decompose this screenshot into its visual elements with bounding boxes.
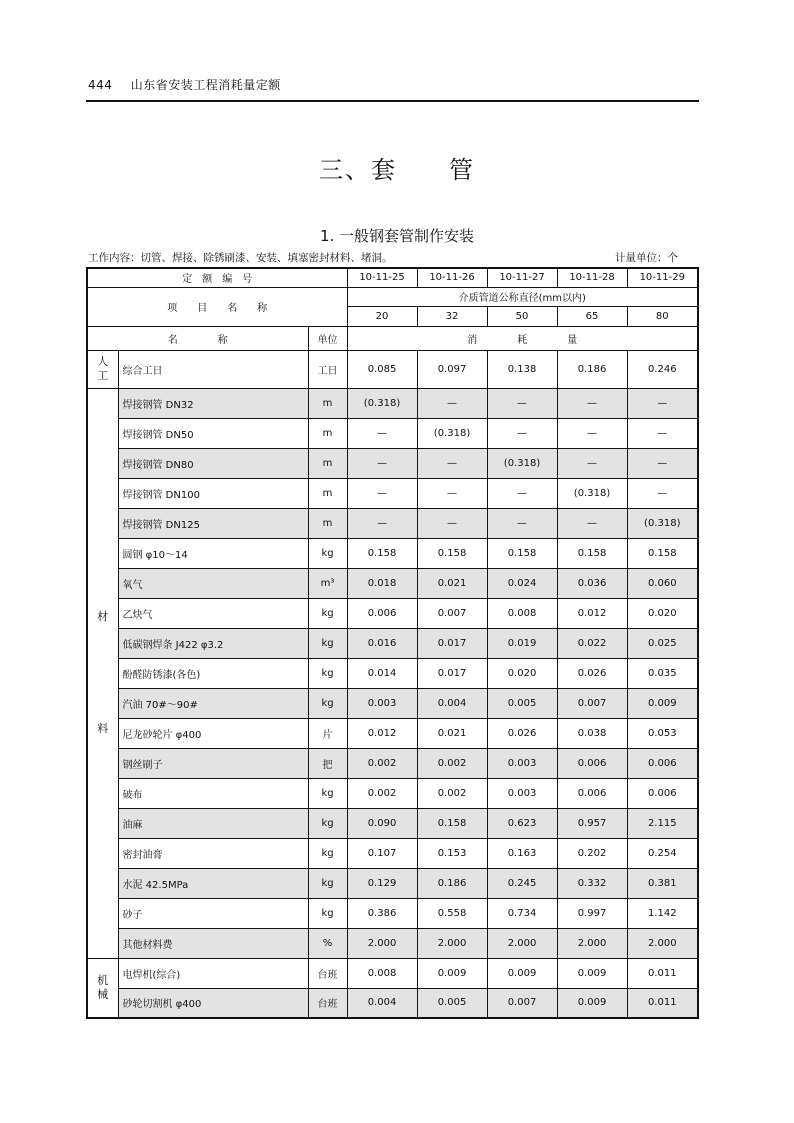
value-cell: 2.000 xyxy=(487,928,557,958)
value-cell: 0.017 xyxy=(417,628,487,658)
value-cell: — xyxy=(417,448,487,478)
category-cell xyxy=(87,388,118,958)
value-cell: 2.000 xyxy=(557,928,627,958)
code-cell: 10-11-29 xyxy=(627,268,698,287)
value-cell: 0.002 xyxy=(347,748,417,778)
value-cell: (0.318) xyxy=(417,418,487,448)
value-cell: 0.153 xyxy=(417,838,487,868)
value-cell: — xyxy=(347,418,417,448)
value-cell: 0.254 xyxy=(627,838,698,868)
value-cell: 0.038 xyxy=(557,718,627,748)
code-cell: 10-11-26 xyxy=(417,268,487,287)
item-name: 圆钢 φ10～14 xyxy=(118,538,308,568)
value-cell: 2.000 xyxy=(417,928,487,958)
value-cell: 0.002 xyxy=(417,748,487,778)
value-cell: 0.158 xyxy=(417,538,487,568)
value-cell: 0.021 xyxy=(417,718,487,748)
table-row xyxy=(87,808,698,838)
item-name: 破布 xyxy=(118,778,308,808)
item-name: 低碳钢焊条 J422 φ3.2 xyxy=(118,628,308,658)
value-cell: — xyxy=(557,508,627,538)
item-name: 其他材料费 xyxy=(118,928,308,958)
value-cell: 0.003 xyxy=(347,688,417,718)
table-row xyxy=(87,448,698,478)
value-cell: 0.623 xyxy=(487,808,557,838)
item-unit: kg xyxy=(308,808,347,838)
value-cell: 0.017 xyxy=(417,658,487,688)
value-cell: (0.318) xyxy=(627,508,698,538)
item-unit: m xyxy=(308,418,347,448)
item-name: 综合工日 xyxy=(118,350,308,388)
value-cell: 0.246 xyxy=(627,350,698,388)
value-cell: 0.332 xyxy=(557,868,627,898)
value-cell: 0.002 xyxy=(347,778,417,808)
value-cell: 0.158 xyxy=(487,538,557,568)
category-cell xyxy=(87,350,118,388)
value-cell: 0.026 xyxy=(487,718,557,748)
value-cell: 0.004 xyxy=(417,688,487,718)
value-cell: — xyxy=(487,388,557,418)
sub-title: 1. 一般钢套管制作安装 xyxy=(319,227,475,245)
value-cell: 0.025 xyxy=(627,628,698,658)
work-content: 工作内容：切管、焊接、除锈刷漆、安装、填塞密封材料、堵洞。 xyxy=(88,252,393,264)
value-cell: (0.318) xyxy=(557,478,627,508)
value-cell: 0.018 xyxy=(347,568,417,598)
table-row xyxy=(87,628,698,658)
table-row xyxy=(87,898,698,928)
value-cell: 0.085 xyxy=(347,350,417,388)
item-unit: m xyxy=(308,448,347,478)
value-cell: 2.000 xyxy=(627,928,698,958)
code-cell: 10-11-28 xyxy=(557,268,627,287)
item-name: 砂轮切割机 φ400 xyxy=(118,988,308,1018)
table-row xyxy=(87,350,698,388)
header-rule xyxy=(86,100,699,102)
item-unit: 台班 xyxy=(308,958,347,988)
table-row xyxy=(87,988,698,1018)
item-unit: 把 xyxy=(308,748,347,778)
value-cell: 0.011 xyxy=(627,958,698,988)
value-cell: 0.163 xyxy=(487,838,557,868)
quota-table xyxy=(86,267,699,1019)
name-column-header: 名 称 xyxy=(87,326,308,350)
value-cell: 0.957 xyxy=(557,808,627,838)
value-cell: 1.142 xyxy=(627,898,698,928)
value-cell: 0.006 xyxy=(347,598,417,628)
value-cell: 0.003 xyxy=(487,748,557,778)
value-cell: 0.009 xyxy=(627,688,698,718)
value-cell: 0.007 xyxy=(557,688,627,718)
unit-column-header: 单位 xyxy=(308,326,347,350)
diameter-cell: 32 xyxy=(417,306,487,326)
value-cell: 0.158 xyxy=(557,538,627,568)
item-unit: 台班 xyxy=(308,988,347,1018)
value-cell: — xyxy=(627,478,698,508)
category-label: 材 料 xyxy=(97,610,109,735)
value-cell: 0.021 xyxy=(417,568,487,598)
consume-label: 消 耗 量 xyxy=(347,326,698,350)
item-unit: m xyxy=(308,508,347,538)
value-cell: 0.107 xyxy=(347,838,417,868)
diameter-label: 介质管道公称直径(mm以内) xyxy=(347,287,698,306)
value-cell: 0.006 xyxy=(627,778,698,808)
value-cell: 0.024 xyxy=(487,568,557,598)
code-cell: 10-11-27 xyxy=(487,268,557,287)
table-row xyxy=(87,688,698,718)
value-cell: 0.035 xyxy=(627,658,698,688)
value-cell: 0.019 xyxy=(487,628,557,658)
item-name: 乙炔气 xyxy=(118,598,308,628)
item-unit: kg xyxy=(308,628,347,658)
table-row xyxy=(87,748,698,778)
value-cell: 0.006 xyxy=(557,748,627,778)
table-row xyxy=(87,778,698,808)
value-cell: 0.026 xyxy=(557,658,627,688)
value-cell: 0.005 xyxy=(417,988,487,1018)
value-cell: 2.115 xyxy=(627,808,698,838)
item-name-label: 项 目 名 称 xyxy=(87,287,347,326)
table-row xyxy=(87,538,698,568)
value-cell: 0.245 xyxy=(487,868,557,898)
value-cell: 0.158 xyxy=(347,538,417,568)
category-cell xyxy=(87,958,118,1018)
value-cell: 0.158 xyxy=(627,538,698,568)
value-cell: 0.090 xyxy=(347,808,417,838)
unit-label: 计量单位：个 xyxy=(615,252,678,264)
value-cell: 0.386 xyxy=(347,898,417,928)
value-cell: — xyxy=(347,478,417,508)
item-name: 油麻 xyxy=(118,808,308,838)
item-name: 焊接钢管 DN50 xyxy=(118,418,308,448)
item-name: 水泥 42.5MPa xyxy=(118,868,308,898)
value-cell: — xyxy=(627,448,698,478)
item-name: 酚醛防锈漆(各色) xyxy=(118,658,308,688)
value-cell: 0.138 xyxy=(487,350,557,388)
value-cell: 0.005 xyxy=(487,688,557,718)
item-name: 汽油 70#～90# xyxy=(118,688,308,718)
value-cell: — xyxy=(347,508,417,538)
value-cell: 0.008 xyxy=(487,598,557,628)
value-cell: 0.008 xyxy=(347,958,417,988)
value-cell: 0.011 xyxy=(627,988,698,1018)
diameter-cell: 80 xyxy=(627,306,698,326)
value-cell: (0.318) xyxy=(347,388,417,418)
item-unit: kg xyxy=(308,868,347,898)
value-cell: — xyxy=(627,388,698,418)
table-row xyxy=(87,658,698,688)
item-unit: kg xyxy=(308,838,347,868)
value-cell: 0.129 xyxy=(347,868,417,898)
value-cell: — xyxy=(557,388,627,418)
table-row xyxy=(87,958,698,988)
book-title: 山东省安装工程消耗量定额 xyxy=(130,78,281,92)
page-header xyxy=(88,76,281,93)
value-cell: 0.009 xyxy=(487,958,557,988)
table-row xyxy=(87,928,698,958)
table-row xyxy=(87,568,698,598)
value-cell: 0.007 xyxy=(417,598,487,628)
value-cell: 0.006 xyxy=(557,778,627,808)
item-unit: m³ xyxy=(308,568,347,598)
value-cell: — xyxy=(347,448,417,478)
table-row xyxy=(87,478,698,508)
value-cell: — xyxy=(487,418,557,448)
value-cell: 0.004 xyxy=(347,988,417,1018)
item-unit: kg xyxy=(308,688,347,718)
value-cell: 0.186 xyxy=(417,868,487,898)
table-row xyxy=(87,388,698,418)
table-row xyxy=(87,508,698,538)
value-cell: 0.009 xyxy=(557,988,627,1018)
value-cell: 0.202 xyxy=(557,838,627,868)
item-name: 密封油膏 xyxy=(118,838,308,868)
value-cell: 0.036 xyxy=(557,568,627,598)
item-name: 氧气 xyxy=(118,568,308,598)
value-cell: — xyxy=(487,478,557,508)
value-cell: 0.020 xyxy=(627,598,698,628)
value-cell: 0.381 xyxy=(627,868,698,898)
table-row xyxy=(87,418,698,448)
value-cell: 0.009 xyxy=(557,958,627,988)
value-cell: 0.020 xyxy=(487,658,557,688)
value-cell: — xyxy=(417,508,487,538)
table-row xyxy=(87,868,698,898)
value-cell: — xyxy=(557,448,627,478)
item-name: 砂子 xyxy=(118,898,308,928)
table-row xyxy=(87,598,698,628)
value-cell: — xyxy=(417,388,487,418)
value-cell: 0.012 xyxy=(347,718,417,748)
value-cell: — xyxy=(487,508,557,538)
value-cell: 0.997 xyxy=(557,898,627,928)
value-cell: 2.000 xyxy=(347,928,417,958)
item-unit: 片 xyxy=(308,718,347,748)
page-number: 444 xyxy=(88,78,113,92)
category-label: 人 工 xyxy=(97,355,109,382)
item-unit: % xyxy=(308,928,347,958)
value-cell: 0.009 xyxy=(417,958,487,988)
value-cell: 0.734 xyxy=(487,898,557,928)
diameter-cell: 65 xyxy=(557,306,627,326)
diameter-cell: 50 xyxy=(487,306,557,326)
item-unit: 工日 xyxy=(308,350,347,388)
value-cell: 0.016 xyxy=(347,628,417,658)
table-row xyxy=(87,718,698,748)
value-cell: 0.007 xyxy=(487,988,557,1018)
item-unit: m xyxy=(308,478,347,508)
value-cell: — xyxy=(417,478,487,508)
item-unit: kg xyxy=(308,658,347,688)
category-label: 机 械 xyxy=(97,973,109,1001)
item-unit: kg xyxy=(308,898,347,928)
value-cell: 0.012 xyxy=(557,598,627,628)
value-cell: 0.053 xyxy=(627,718,698,748)
value-cell: 0.002 xyxy=(417,778,487,808)
value-cell: 0.060 xyxy=(627,568,698,598)
item-unit: kg xyxy=(308,538,347,568)
value-cell: — xyxy=(557,418,627,448)
item-name: 钢丝刷子 xyxy=(118,748,308,778)
value-cell: 0.006 xyxy=(627,748,698,778)
value-cell: 0.097 xyxy=(417,350,487,388)
table-row xyxy=(87,838,698,868)
item-name: 电焊机(综合) xyxy=(118,958,308,988)
item-unit: kg xyxy=(308,598,347,628)
value-cell: 0.003 xyxy=(487,778,557,808)
diameter-cell: 20 xyxy=(347,306,417,326)
quota-code-label: 定 额 编 号 xyxy=(87,268,347,287)
value-cell: 0.014 xyxy=(347,658,417,688)
value-cell: 0.186 xyxy=(557,350,627,388)
item-unit: m xyxy=(308,388,347,418)
section-title: 三、套 管 xyxy=(319,156,475,184)
item-unit: kg xyxy=(308,778,347,808)
item-name: 焊接钢管 DN125 xyxy=(118,508,308,538)
item-name: 焊接钢管 DN100 xyxy=(118,478,308,508)
item-name: 焊接钢管 DN32 xyxy=(118,388,308,418)
item-name: 焊接钢管 DN80 xyxy=(118,448,308,478)
value-cell: 0.158 xyxy=(417,808,487,838)
value-cell: (0.318) xyxy=(487,448,557,478)
value-cell: 0.558 xyxy=(417,898,487,928)
value-cell: 0.022 xyxy=(557,628,627,658)
code-cell: 10-11-25 xyxy=(347,268,417,287)
value-cell: — xyxy=(627,418,698,448)
item-name: 尼龙砂轮片 φ400 xyxy=(118,718,308,748)
